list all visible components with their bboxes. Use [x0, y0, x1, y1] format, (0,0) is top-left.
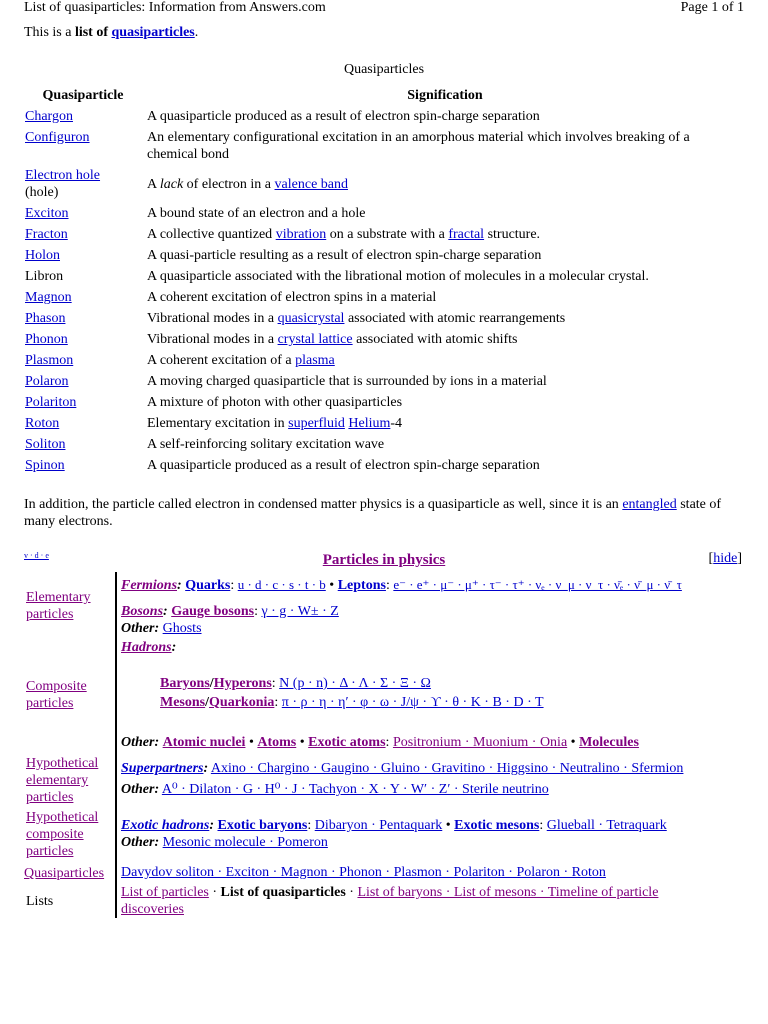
- addition-paragraph: In addition, the particle called electron in condensed matter physics is a quasiparticle as well, since it is an entangled state of many electrons.: [24, 497, 722, 529]
- signification: An elementary configurational excitation in an amorphous material which involves breaking of a chemical bond: [147, 130, 690, 162]
- exotic-hadrons-row: Exotic hadrons: Exotic baryons: Dibaryon · Pentaquark • Exotic mesons: Glueball · Tetraquark: [121, 818, 667, 833]
- group-elementary-particles[interactable]: Elementary particles: [26, 590, 91, 622]
- quasiparticle-name[interactable]: Holon: [25, 248, 60, 263]
- signification: Vibrational modes in a crystal lattice associated with atomic shifts: [147, 332, 518, 347]
- quasiparticle-name[interactable]: Soliton: [25, 437, 66, 452]
- superpartners-row: Superpartners: Axino · Chargino · Gaugino · Gluino · Gravitino · Higgsino · Neutralino · Sfermion: [121, 761, 684, 776]
- quasiparticle-name[interactable]: Roton: [25, 416, 60, 431]
- signification: A quasiparticle associated with the librational motion of molecules in a molecular crystal.: [147, 269, 649, 284]
- hypothetical-list[interactable]: A⁰ · Dilaton · G · H⁰ · J · Tachyon · X · Y · W′ · Z′ · Sterile neutrino: [161, 782, 549, 797]
- table-row: [22, 413, 746, 434]
- signification: A collective quantized vibration on a substrate with a fractal structure.: [147, 227, 541, 242]
- navbox-divider: [115, 572, 117, 918]
- quasiparticle-name[interactable]: Magnon: [25, 290, 72, 305]
- table-caption: Quasiparticles: [343, 62, 425, 77]
- signification: A quasiparticle produced as a result of electron spin-charge separation: [147, 109, 540, 124]
- quasiparticle-name[interactable]: Polariton: [25, 395, 77, 410]
- entangled-link[interactable]: entangled: [622, 497, 677, 512]
- table-row: [22, 434, 746, 455]
- vde-links[interactable]: v · d · e: [24, 551, 49, 560]
- quasiparticle-links[interactable]: Davydov soliton · Exciton · Magnon · Phonon · Plasmon · Polariton · Polaron · Roton: [121, 865, 606, 880]
- signification: A mixture of photon with other quasiparticles: [147, 395, 403, 410]
- table-row: [22, 266, 746, 287]
- quasiparticle-name[interactable]: Chargon: [25, 109, 73, 124]
- quasiparticle-name[interactable]: Polaron: [25, 374, 69, 389]
- quasiparticle-name[interactable]: Configuron: [25, 130, 90, 145]
- signification-link[interactable]: valence band: [274, 176, 348, 192]
- quasiparticle-name[interactable]: Electron hole: [25, 168, 101, 183]
- quasiparticle-name[interactable]: Phason: [25, 311, 66, 326]
- signification: A moving charged quasiparticle that is surrounded by ions in a material: [147, 374, 547, 389]
- composite-other-row: Other: Atomic nuclei • Atoms • Exotic atoms: Positronium · Muonium · Onia • Molecules: [121, 735, 639, 750]
- signification: A bound state of an electron and a hole: [147, 206, 366, 221]
- group-quasiparticles[interactable]: Quasiparticles: [24, 866, 105, 881]
- table-row: [22, 203, 746, 224]
- group-hypothetical-elementary[interactable]: Hypothetical elementary particles: [26, 756, 99, 805]
- signification-link[interactable]: fractal: [448, 227, 485, 242]
- table-row: [22, 329, 746, 350]
- group-hypothetical-composite[interactable]: Hypothetical composite particles: [26, 810, 99, 859]
- baryons-row: Baryons/Hyperons: N (p · n) · Δ · Λ · Σ · Ξ · Ω: [160, 676, 431, 691]
- page-number: Page 1 of 1: [680, 0, 744, 15]
- superpartner-list[interactable]: Axino · Chargino · Gaugino · Gluino · Gravitino · Higgsino · Neutralino · Sfermion: [210, 761, 684, 776]
- navbox-title[interactable]: Particles in physics: [322, 552, 446, 568]
- signification: A coherent excitation of electron spins in a material: [147, 290, 437, 305]
- quasiparticle-name[interactable]: Phonon: [25, 332, 68, 347]
- table-row: [22, 245, 746, 266]
- hypothetical-other-row: Other: A⁰ · Dilaton · G · H⁰ · J · Tachyon · X · Y · W′ · Z′ · Sterile neutrino: [121, 782, 549, 797]
- baryon-list[interactable]: N (p · n) · Δ · Λ · Σ · Ξ · Ω: [279, 676, 431, 691]
- quasiparticles-link[interactable]: quasiparticles: [111, 25, 195, 40]
- table-row: [22, 127, 746, 165]
- quasiparticle-name[interactable]: Plasmon: [25, 353, 74, 368]
- table-row: Electron hole (hole) A lack of electron in a valence band: [22, 165, 746, 203]
- boson-list[interactable]: γ · g · W± · Z: [261, 604, 339, 619]
- table-row: [22, 392, 746, 413]
- table-row: [22, 455, 746, 476]
- table-row: [22, 106, 746, 127]
- quark-list[interactable]: u · d · c · s · t · b: [237, 577, 326, 592]
- signification: A coherent excitation of a plasma: [147, 353, 335, 368]
- quasiparticle-name[interactable]: Exciton: [25, 206, 69, 221]
- column-header-quasiparticle: Quasiparticle: [42, 88, 124, 103]
- lists-row: List of particles · List of quasiparticles · List of baryons · List of mesons · Timeline of particle discoveries: [121, 885, 659, 917]
- quasiparticles-nav-row: [121, 864, 606, 882]
- intro-line: This is a list of quasiparticles.: [24, 25, 199, 40]
- signification-link[interactable]: quasicrystal: [277, 311, 345, 326]
- lepton-list[interactable]: e⁻ · e⁺ · μ⁻ · μ⁺ · τ⁻ · τ⁺ · νₑ · ν_μ · ν_τ · ν̄ₑ · ν̄_μ · ν̄_τ: [393, 577, 682, 592]
- signification: Elementary excitation in superfluid Helium-4: [147, 416, 403, 431]
- hypothetical-composite-other-row: Other: Mesonic molecule · Pomeron: [121, 835, 328, 850]
- signification-link[interactable]: vibration: [275, 227, 327, 242]
- table-row: [22, 308, 746, 329]
- ghosts-link[interactable]: Ghosts: [162, 621, 202, 636]
- quarks-link[interactable]: Quarks: [185, 578, 231, 593]
- signification: Vibrational modes in a quasicrystal associated with atomic rearrangements: [147, 311, 566, 326]
- signification-link[interactable]: plasma: [295, 353, 335, 368]
- group-composite-particles[interactable]: Composite particles: [26, 679, 87, 711]
- table-row: [22, 371, 746, 392]
- leptons-link[interactable]: Leptons: [337, 578, 386, 593]
- signification-link[interactable]: superfluid: [288, 416, 345, 431]
- gauge-bosons-link[interactable]: Gauge bosons: [171, 604, 255, 619]
- quasiparticle-name[interactable]: Spinon: [25, 458, 65, 473]
- mesons-row: Mesons/Quarkonia: π · ρ · η · η′ · φ · ω · J/ψ · ϒ · θ · K · B · D · T: [160, 695, 544, 710]
- bosons-row: Bosons: Gauge bosons: γ · g · W± · Z: [121, 604, 339, 619]
- elementary-other-row: Other: Ghosts: [121, 621, 202, 636]
- signification: A quasi-particle resulting as a result of electron spin-charge separation: [147, 248, 542, 263]
- document-title: List of quasiparticles: Information from Answers.com: [24, 0, 326, 15]
- signification: A self-reinforcing solitary excitation wave: [147, 437, 385, 452]
- table-row: [22, 287, 746, 308]
- signification: A lack of electron in a valence band: [147, 176, 348, 192]
- hide-toggle[interactable]: [hide]: [708, 551, 742, 566]
- meson-list[interactable]: π · ρ · η · η′ · φ · ω · J/ψ · ϒ · θ · K · B · D · T: [281, 695, 544, 710]
- quasiparticles-table: [22, 86, 746, 476]
- signification: A quasiparticle produced as a result of electron spin-charge separation: [147, 458, 540, 473]
- signification-link[interactable]: crystal lattice: [277, 332, 353, 347]
- signification-link[interactable]: Helium: [348, 416, 391, 431]
- quasiparticle-name: Libron: [25, 269, 64, 284]
- table-row: [22, 350, 746, 371]
- table-row: [22, 224, 746, 245]
- column-header-signification: Signification: [407, 88, 483, 103]
- quasiparticle-name[interactable]: Fracton: [25, 227, 68, 242]
- fermions-row: Fermions: Quarks: u · d · c · s · t · b • Leptons: e⁻ · e⁺ · μ⁻ · μ⁺ · τ⁻ · τ⁺ · νₑ · ν_μ · ν_τ · ν̄ₑ · ν̄_μ · ν̄_τ: [121, 577, 682, 593]
- hadrons-row: Hadrons:: [121, 640, 177, 655]
- group-lists: Lists: [26, 894, 54, 909]
